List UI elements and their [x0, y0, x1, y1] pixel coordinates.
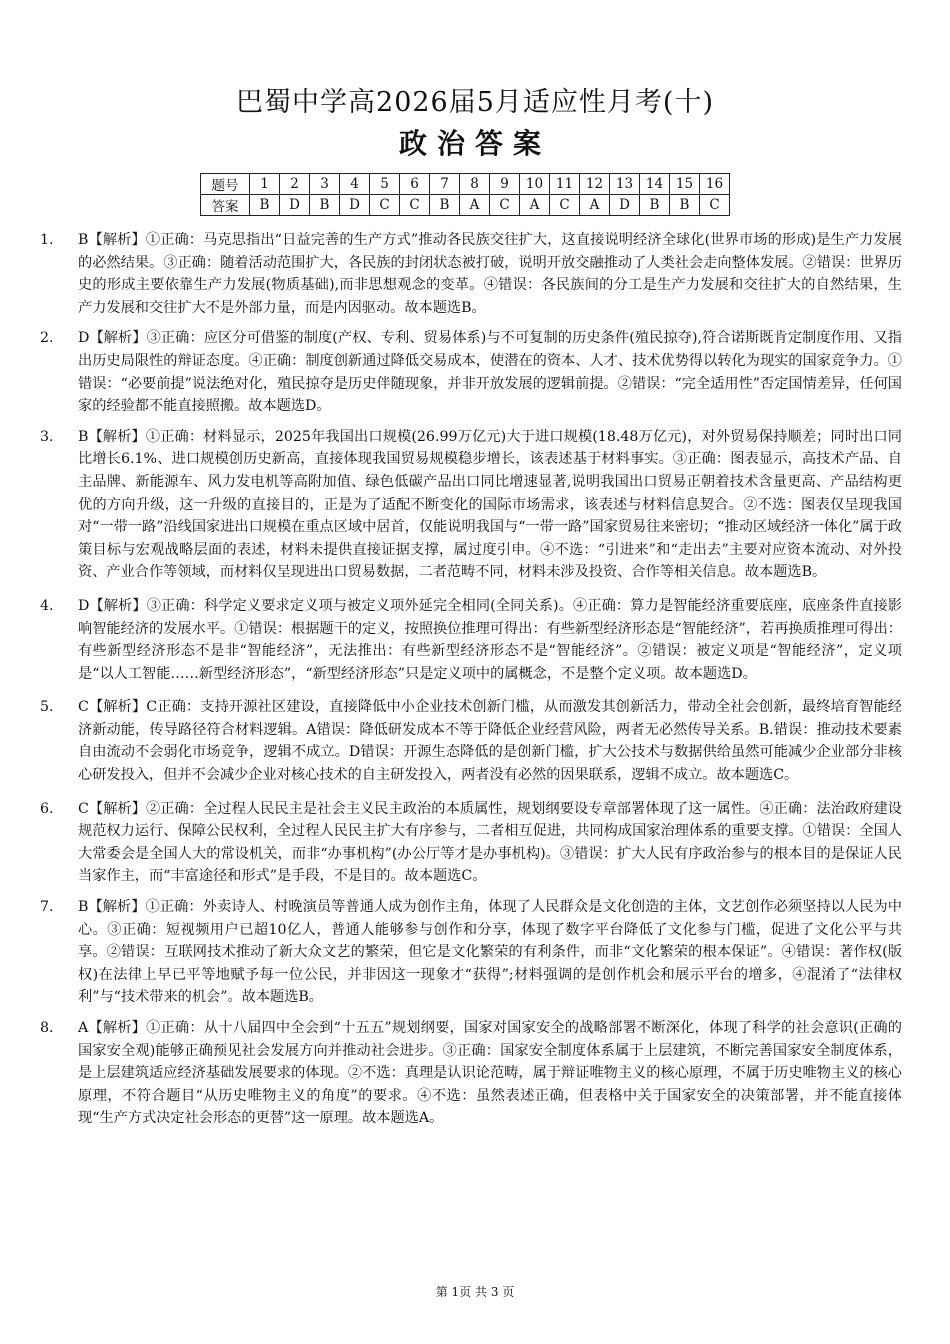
question-number-cell: 8: [460, 174, 490, 195]
question-number-cell: 14: [640, 174, 670, 195]
item-text: C【解析】C正确：支持开源社区建设，直接降低中小企业技术创新门槛，从而激发其创新活力，带动全社会创新，最终培育智能经济新动能，传导路径符合材料逻辑。A错误：降低研发成本不等于降低企业经营风险，两者无必然传导关系。B.错误：推动技术要素自由流动不会弱化市场竞争，逻辑不成立。D错误：开源生态降低的是创新门槛，扩大公技术与数据供给虽然可能减少企业部分非核心研发投入，但并不会减少企业对核心技术的自主研发投入，两者没有必然的因果联系，逻辑不成立。故本题选C。: [78, 699, 902, 784]
answer-cell: B: [640, 195, 670, 216]
page-title: 巴蜀中学高2026届5月适应性月考(十): [236, 87, 714, 118]
answer-cell: C: [370, 195, 400, 216]
question-number-cell: 12: [580, 174, 610, 195]
item-number: 3.: [40, 428, 54, 445]
page-footer: 第 1页 共 3 页: [435, 1285, 515, 1299]
answer-cell: B: [670, 195, 700, 216]
explanation-item: [40, 229, 902, 319]
answer-table: [200, 173, 730, 216]
answer-cell: B: [430, 195, 460, 216]
question-number-cell: 2: [280, 174, 310, 195]
row-label-answer: 答案: [201, 195, 250, 216]
answer-cell: C: [490, 195, 520, 216]
explanation-item: [40, 426, 902, 584]
explanation-list: [40, 229, 902, 1130]
question-number-cell: 15: [670, 174, 700, 195]
question-number-cell: 9: [490, 174, 520, 195]
answer-cell: C: [550, 195, 580, 216]
item-number: 8.: [40, 1020, 54, 1036]
item-number: 2.: [40, 330, 54, 347]
item-text: C【解析】②正确：全过程人民民主是社会主义民主政治的本质属性，规划纲要设专章部署体现了这一属性。④正确：法治政府建设规范权力运行、保障公民权利，全过程人民民主扩大有序参与，二者相互促进，共同构成国家治理体系的重要支撑。①错误：全国人大常委会是全国人大的常设机关，而非“办事机构”(办公厅等才是办事机构)。③错误：扩大人民有序政治参与的根本目的是保证人民当家作主，而“丰富途径和形式”是手段，不是目的。故本题选C。: [78, 800, 902, 885]
item-text: A【解析】①正确：从十八届四中全会到“十五五”规划纲要，国家对国家安全的战略部署不断深化，体现了科学的社会意识(正确的国家安全观)能够正确预见社会发展方向并推动社会进步。③正确：国家安全制度体系属于上层建筑，不断完善国家安全制度体系，是上层建筑适应经济基础发展要求的体现。②不选：真理是认识论范畴，属于辩证唯物主义的核心原理，不属于历史唯物主义的核心原理，不符合题目“从历史唯物主义的角度”的要求。④不选：虽然表述正确，但表格中关于国家安全的决策部署，并不能直接体现“生产方式决定社会形态的更替”这一原理。故本题选A。: [78, 1020, 902, 1127]
answer-cell: A: [460, 195, 490, 216]
question-number-cell: 7: [430, 174, 460, 195]
item-number: 1.: [40, 232, 54, 248]
explanation-item: [40, 896, 902, 1009]
answer-row: [201, 195, 730, 216]
question-number-cell: 5: [370, 174, 400, 195]
row-label-question: 题号: [201, 174, 250, 195]
answer-cell: D: [340, 195, 370, 216]
item-text: D【解析】③正确：科学定义要求定义项与被定义项外延完全相同(全同关系)。④正确：算力是智能经济重要底座，底座条件直接影响智能经济的发展水平。①错误：根据题干的定义，按照换位推理可得出：有些新型经济形态是“智能经济”，若再换质推理可得出：有些新型经济形态不是非“智能经济”，无法推出：有些新型经济形态不是“智能经济”。②错误：被定义项是“智能经济”，定义项是“以人工智能……新型经济形态”，“新型经济形态”只是定义项中的属概念，不是整个定义项。故本题选D。: [78, 597, 902, 682]
answer-cell: B: [250, 195, 280, 216]
answer-cell: A: [520, 195, 550, 216]
question-number-row: [201, 174, 730, 195]
question-number-cell: 16: [700, 174, 730, 195]
item-number: 6.: [40, 800, 54, 817]
answer-cell: C: [700, 195, 730, 216]
question-number-cell: 3: [310, 174, 340, 195]
item-number: 7.: [40, 899, 54, 916]
question-number-cell: 4: [340, 174, 370, 195]
explanation-item: [40, 595, 902, 685]
answer-cell: C: [400, 195, 430, 216]
item-text: B【解析】①正确：外卖诗人、村晚演员等普通人成为创作主角，体现了人民群众是文化创造的主体，文艺创作必须坚持以人民为中心。③正确：短视频用户已超10亿人，普通人能够参与创作和分享，体现了数字平台降低了文化参与门槛，促进了文化公平与共享。②错误：互联网技术推动了新大众文艺的繁荣，但它是文化繁荣的有利条件，而非“文化繁荣的根本保证”。④错误：著作权(版权)在法律上早已平等地赋予每一位公民，并非因这一现象才“获得”;材料强调的是创作机会和展示平台的增多，④混淆了“法律权利”与“技术带来的机会”。故本题选B。: [78, 899, 902, 1006]
question-number-cell: 6: [400, 174, 430, 195]
explanation-item: [40, 327, 902, 417]
answer-cell: D: [610, 195, 640, 216]
answer-cell: A: [580, 195, 610, 216]
explanation-item: [40, 1017, 902, 1130]
item-text: B【解析】①正确：材料显示，2025年我国出口规模(26.99万亿元)大于进口规模(18.48万亿元)，对外贸易保持顺差；同时出口同比增长6.1%、进口规模创历史新高，直接体现我国贸易规模稳步增长，该表述基于材料事实。③正确：图表显示，高技术产品、自主品牌、新能源车、风力发电机等高附加值、绿色低碳产品出口同比增速显著,说明我国出口贸易正朝着技术含量更高、产品结构更优的方向升级，这一升级的直接目的，正是为了适配不断变化的国际市场需求，该表述与材料信息契合。②不选：图表仅呈现我国对“一带一路”沿线国家进出口规模在重点区域中居首，仅能说明我国与“一带一路”国家贸易往来密切；“推动区域经济一体化”属于政策目标与宏观战略层面的表述，材料未提供直接证据支撑，属过度引申。④不选：“引进来”和“走出去”主要对应资本流动、对外投资、产业合作等领域，而材料仅呈现进出口贸易数据，二者范畴不同，材料未涉及投资、合作等相关信息。故本题选B。: [78, 428, 902, 581]
question-number-cell: 10: [520, 174, 550, 195]
explanation-item: [40, 696, 902, 786]
item-number: 5.: [40, 699, 54, 716]
question-number-cell: 1: [250, 174, 280, 195]
item-number: 4.: [40, 597, 54, 614]
page-subtitle: 政治答案: [398, 127, 551, 160]
explanation-item: [40, 798, 902, 888]
answer-cell: B: [310, 195, 340, 216]
question-number-cell: 11: [550, 174, 580, 195]
answer-cell: D: [280, 195, 310, 216]
item-text: D【解析】③正确：应区分可借鉴的制度(产权、专利、贸易体系)与不可复制的历史条件(殖民掠夺),符合诺斯既肯定制度作用、又指出历史局限性的辩证态度。④正确：制度创新通过降低交易成本，使潜在的资本、人才、技术优势得以转化为现实的国家竞争力。①错误：“必要前提”说法绝对化，殖民掠夺是历史伴随现象，并非开放发展的逻辑前提。②错误：“完全适用性”否定国情差异，任何国家的经验都不能直接照搬。故本题选D。: [78, 330, 902, 415]
item-text: B【解析】①正确：马克思指出“日益完善的生产方式”推动各民族交往扩大，这直接说明经济全球化(世界市场的形成)是生产力发展的必然结果。③正确：随着活动范围扩大，各民族的封闭状态被打破，说明开放交融推动了人类社会走向整体发展。②错误：世界历史的形成主要依靠生产力发展(物质基础),而非思想观念的变革。④错误：各民族间的分工是生产力发展和交往扩大的自然结果，生产力发展和交往扩大不是外部力量，而是内因驱动。故本题选B。: [78, 232, 902, 316]
question-number-cell: 13: [610, 174, 640, 195]
